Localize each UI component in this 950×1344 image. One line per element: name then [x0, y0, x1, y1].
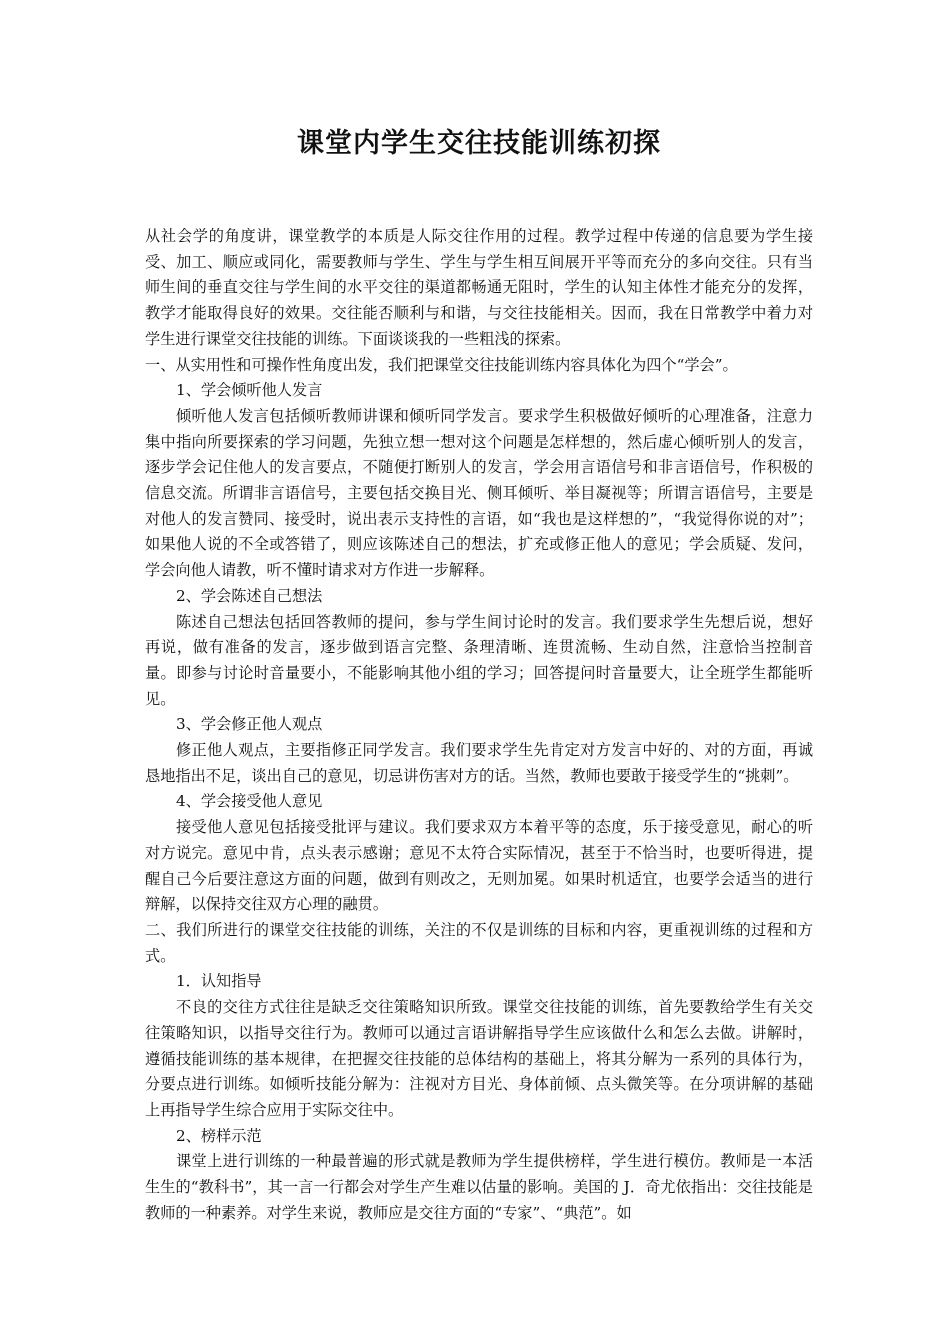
subheading-express: 2、学会陈述自己想法 — [176, 586, 323, 605]
subheading-cognitive: 1．认知指导 — [176, 972, 262, 991]
paragraph-correct: 修正他人观点，主要指修正同学发言。我们要求学生先肯定对方发言中好的、对的方面，再诚恳地指出不足，谈出自己的意见，切忌讲伤害对方的话。当然，教师也要敢于接受学生的“挑刺”。 — [145, 741, 813, 785]
paragraph-express: 陈述自己想法包括回答教师的提问，参与学生间讨论时的发言。我们要求学生先想后说，想好再说，做有准备的发言，逐步做到语言完整、条理清晰、连贯流畅、生动自然，注意恰当控制音量。即参与讨论时音量要小，不能影响其他小组的学习；回答提问时音量要大，让全班学生都能听见。 — [145, 612, 813, 708]
section-heading-1: 一、从实用性和可操作性角度出发，我们把课堂交往技能训练内容具体化为四个“学会”。 — [145, 355, 738, 374]
subheading-listen: 1、学会倾听他人发言 — [176, 381, 323, 400]
paragraph-cognitive: 不良的交往方式往往是缺乏交往策略知识所致。课堂交往技能的训练，首先要教给学生有关交往策略知识，以指导交往行为。教师可以通过言语讲解指导学生应该做什么和怎么去做。讲解时，遵循技能训练的基本规律，在把握交往技能的总体结构的基础上，将其分解为一系列的具体行为，分要点进行训练。如倾听技能分解为：注视对方目光、身体前倾、点头微笑等。在分项讲解的基础上再指导学生综合应用于实际交往中。 — [145, 998, 813, 1119]
paragraph-listen: 倾听他人发言包括倾听教师讲课和倾听同学发言。要求学生积极做好倾听的心理准备，注意力集中指向所要探索的学习问题，先独立想一想对这个问题是怎样想的，然后虚心倾听别人的发言，逐步学会记住他人的发言要点，不随便打断别人的发言，学会用言语信号和非言语信号，作积极的信息交流。所谓非言语信号，主要包括交换目光、侧耳倾听、举目凝视等；所谓言语信号，主要是对他人的发言赞同、接受时，说出表示支持性的言语，如“我也是这样想的”，“我觉得你说的对”；如果他人说的不全或答错了，则应该陈述自己的想法，扩充或修正他人的意见；学会质疑、发问，学会向他人请教，听不懂时请求对方作进一步解释。 — [145, 406, 813, 580]
paragraph-model: 课堂上进行训练的一种最普遍的形式就是教师为学生提供榜样，学生进行模仿。教师是一本活生生的“教科书”，其一言一行都会对学生产生难以估量的影响。美国的 J．奇尤依指出：交往技能是教师的一种素养。对学生来说，教师应是交往方面的“专家”、“典范”。如 — [145, 1152, 813, 1222]
section-heading-2: 二、我们所进行的课堂交往技能的训练，关注的不仅是训练的目标和内容，更重视训练的过程和方式。 — [145, 920, 813, 965]
paragraph-accept: 接受他人意见包括接受批评与建议。我们要求双方本着平等的态度，乐于接受意见，耐心的听对方说完。意见中肯，点头表示感谢；意见不太符合实际情况，甚至于不恰当时，也要听得进，提醒自己今后要注意这方面的问题，做到有则改之，无则加冕。如果时机适宜，也要学会适当的进行辩解，以保持交往双方心理的融贯。 — [145, 818, 813, 914]
subheading-accept: 4、学会接受他人意见 — [176, 792, 323, 811]
document-body — [145, 224, 813, 1226]
document-title: 课堂内学生交往技能训练初探 — [297, 128, 661, 159]
subheading-correct: 3、学会修正他人观点 — [176, 715, 323, 734]
intro-paragraph: 从社会学的角度讲，课堂教学的本质是人际交往作用的过程。教学过程中传递的信息要为学生接受、加工、顺应或同化，需要教师与学生、学生与学生相互间展开平等而充分的多向交往。只有当师生间的垂直交往与学生间的水平交往的渠道都畅通无阻时，学生的认知主体性才能充分的发挥，教学才能取得良好的效果。交往能否顺利与和谐，与交往技能相关。因而，我在日常教学中着力对学生进行课堂交往技能的训练。下面谈谈我的一些粗浅的探索。 — [145, 227, 813, 348]
subheading-model: 2、榜样示范 — [176, 1126, 262, 1145]
